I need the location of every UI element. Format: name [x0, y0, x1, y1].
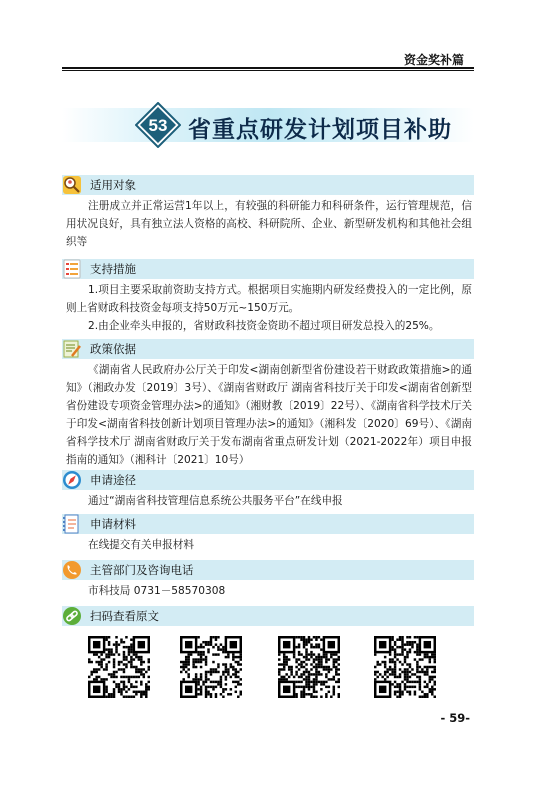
document-pencil-icon — [62, 339, 82, 359]
section-label-support: 支持措施 — [90, 262, 136, 276]
header-rule — [62, 67, 474, 69]
support-item: 2.由企业牵头申报的，省财政科技资金资助不超过项目研发总投入的25%。 — [88, 320, 440, 332]
support-text — [66, 281, 472, 335]
channel-text: 通过“湖南省科技管理信息系统公共服务平台”在线申报 — [88, 495, 343, 507]
section-label-channel: 申请途径 — [90, 473, 136, 487]
qr-code[interactable] — [374, 636, 436, 698]
magnifier-person-icon — [62, 175, 82, 195]
title-number: 53 — [148, 116, 168, 135]
eligibility-text — [66, 197, 472, 251]
page-number: - 59- — [440, 711, 470, 725]
qr-code[interactable] — [180, 636, 242, 698]
policy-text — [66, 361, 472, 469]
materials-text: 在线提交有关申报材料 — [88, 539, 194, 551]
eligibility-paragraph: 注册成立并正常运营1年以上，有较强的科研能力和科研条件，运行管理规范，信用状况良好，具有独立法人资格的高校、科研院所、企业、新型研发机构和其他社会组织等 — [66, 200, 472, 248]
section-label-materials: 申请材料 — [90, 517, 136, 531]
section-label-scan: 扫码查看原文 — [90, 609, 159, 623]
link-chain-icon — [62, 606, 82, 626]
title-number-badge — [135, 102, 181, 148]
page-title: 省重点研发计划项目补助 — [188, 117, 452, 143]
section-title: 资金奖补篇 — [403, 53, 464, 67]
contact-text: 市科技局 0731－58570308 — [88, 585, 226, 597]
qr-code[interactable] — [88, 636, 150, 698]
header-rule-thin — [62, 70, 474, 71]
compass-icon — [62, 470, 82, 490]
list-icon — [62, 259, 82, 279]
section-label-policy: 政策依据 — [90, 342, 136, 356]
support-item: 1.项目主要采取前资助支持方式。根据项目实施期内研发经费投入的一定比例，原则上省财政科技资金每项支持50万元~150万元。 — [66, 284, 472, 314]
qr-code[interactable] — [278, 636, 340, 698]
phone-icon — [62, 560, 82, 580]
section-label-eligibility: 适用对象 — [90, 178, 136, 192]
notebook-icon — [62, 514, 82, 534]
policy-paragraph: 《湖南省人民政府办公厅关于印发<湖南创新型省份建设若干财政政策措施>的通知》（湘政办发〔2019〕3号）、《湖南省财政厅 湖南省科技厅关于印发<湖南省创新型省份建设专项资金管理办法>的通知》（湘财教〔2019〕22号）、《湖南省科学技术厅关于印发<湖南省科技创新计划项目管理办法>的通知》（湘科发〔2020〕69号）、《湖南省科学技术厅 湖南省财政厅关于发布湖南省重点研发计划（2021-2022年）项目申报指南的通知》（湘科计〔2021〕10号） — [66, 364, 472, 466]
section-label-contact: 主管部门及咨询电话 — [90, 563, 194, 577]
